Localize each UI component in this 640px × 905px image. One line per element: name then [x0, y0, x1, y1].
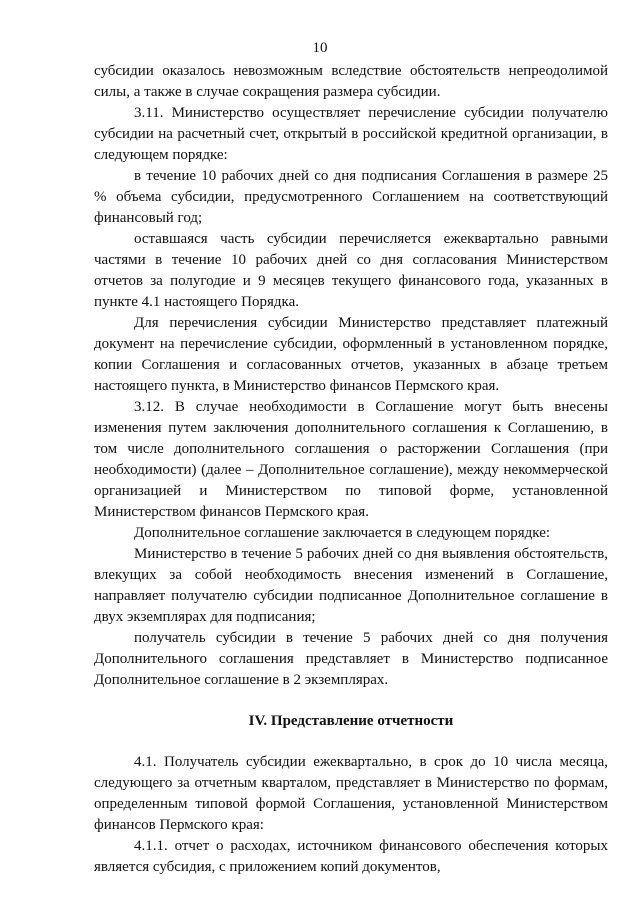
paragraph-3-12: 3.12. В случае необходимости в Соглашение могут быть внесены изменения путем заключения дополнительного соглашения к Соглашению, в том числе дополнительного соглашения о расторжении Соглашения (при необходимости) (далее – Дополнительное соглашение), между некоммерческой организацией и Министерством по типовой форме, установленной Министерством финансов Пермского края. [94, 399, 608, 520]
document-body [94, 61, 608, 878]
paragraph: оставшаяся часть субсидии перечисляется ежеквартально равными частями в течение 10 рабочих дней со дня согласования Министерством отчетов за полугодие и 9 месяцев текущего финансового года, указанных в пункте 4.1 настоящего Порядка. [94, 231, 608, 310]
paragraph: Министерство в течение 5 рабочих дней со дня выявления обстоятельств, влекущих за собой необходимость внесения изменений в Соглашение, направляет получателю субсидии подписанное Дополнительное соглашение в двух экземплярах для подписания; [94, 546, 608, 625]
paragraph: получатель субсидии в течение 5 рабочих дней со дня получения Дополнительного соглашения представляет в Министерство подписанное Дополнительное соглашение в 2 экземплярах. [94, 630, 608, 688]
paragraph: в течение 10 рабочих дней со дня подписания Соглашения в размере 25 % объема субсидии, предусмотренного Соглашением на соответствующий финансовый год; [94, 168, 608, 226]
paragraph: Дополнительное соглашение заключается в следующем порядке: [134, 525, 551, 541]
paragraph-3-11: 3.11. Министерство осуществляет перечисление субсидии получателю субсидии на расчетный счет, открытый в российской кредитной организации, в следующем порядке: [94, 105, 608, 163]
paragraph: Для перечисления субсидии Министерство представляет платежный документ на перечисление субсидии, оформленный в установленном порядке, копии Соглашения и согласованных отчетов, указанных в абзаце третьем настоящего пункта, в Министерство финансов Пермского края. [94, 315, 608, 394]
section-heading: IV. Представление отчетности [248, 713, 454, 729]
paragraph: субсидии оказалось невозможным вследствие обстоятельств непреодолимой силы, а также в случае сокращения размера субсидии. [94, 63, 608, 100]
paragraph-4-1-1: 4.1.1. отчет о расходах, источником финансового обеспечения которых является субсидия, с приложением копий документов, [94, 838, 608, 875]
page-number: 10 [312, 40, 328, 56]
paragraph-4-1: 4.1. Получатель субсидии ежеквартально, в срок до 10 числа месяца, следующего за отчетным кварталом, представляет в Министерство по формам, определенным типовой формой Соглашения, установленной Министерством финансов Пермского края: [94, 754, 608, 833]
